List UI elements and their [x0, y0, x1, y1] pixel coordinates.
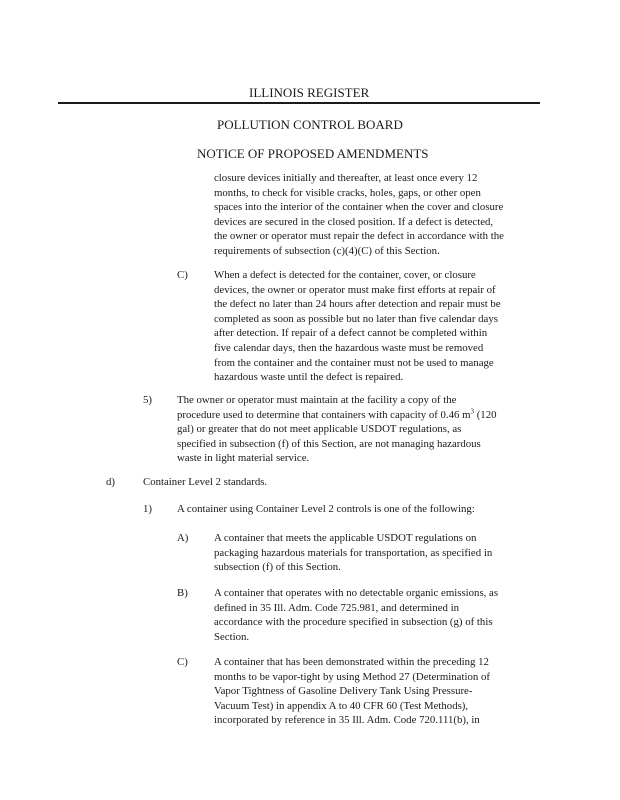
text-line: gal) or greater that do not meet applicable USDOT regulations, as — [177, 423, 462, 436]
text-line: devices, the owner or operator must make first efforts at repair of — [214, 283, 496, 296]
text-line: the defect no later than 24 hours after detection and repair must be — [214, 298, 501, 311]
text-line: incorporated by reference in 35 Ill. Adm. Code 720.111(b), in — [214, 714, 480, 727]
text-line: When a defect is detected for the container, cover, or closure — [214, 269, 476, 281]
text-line: defined in 35 Ill. Adm. Code 725.981, and determined in — [214, 601, 459, 614]
text-line: after detection. If repair of a defect cannot be completed within — [214, 327, 488, 340]
text-line: from the container and the container must not be used to manage — [214, 356, 494, 369]
text-line: accordance with the procedure specified in subsection (g) of this — [214, 616, 493, 629]
item-c5-marker: 5) — [143, 394, 152, 406]
text-line: A container that has been demonstrated within the preceding 12 — [214, 656, 489, 668]
continuation-paragraph — [214, 171, 504, 259]
text-line: hazardous waste until the defect is repaired. — [214, 371, 404, 384]
register-title: ILLINOIS REGISTER — [249, 85, 370, 100]
item-d1-text: A container using Container Level 2 controls is one of the following: — [177, 503, 475, 515]
item-c4C-paragraph — [214, 268, 501, 385]
item-c5-paragraph — [177, 393, 497, 466]
item-d1-marker: 1) — [143, 503, 152, 515]
text-line: waste in light material service. — [177, 452, 310, 465]
text-line: Vapor Tightness of Gasoline Delivery Tank Using Pressure- — [214, 685, 473, 698]
text-line: The owner or operator must maintain at the facility a copy of the — [177, 394, 457, 406]
text-line: requirements of subsection (c)(4)(C) of this Section. — [214, 244, 440, 257]
text-line: months to be vapor-tight by using Method 27 (Determination of — [214, 670, 490, 683]
board-title: POLLUTION CONTROL BOARD — [217, 117, 403, 132]
text-line — [177, 408, 497, 423]
text-line: spaces into the interior of the container when the cover and closure — [214, 201, 504, 214]
item-c4C-marker: C) — [177, 269, 188, 281]
text-line: Vacuum Test) in appendix A to 40 CFR 60 (Test Methods), — [214, 699, 469, 712]
item-d1C-marker: C) — [177, 656, 188, 668]
header-rule — [58, 102, 540, 104]
text-line: devices are secured in the closed position. If a defect is detected, — [214, 215, 494, 228]
item-d1A-paragraph — [214, 531, 492, 575]
text-line: A container that meets the applicable USDOT regulations on — [214, 532, 477, 544]
text-line: packaging hazardous materials for transportation, as specified in — [214, 546, 493, 559]
text-line: subsection (f) of this Section. — [214, 561, 341, 574]
text-line: the owner or operator must repair the defect in accordance with the — [214, 230, 504, 243]
text-line: A container that operates with no detectable organic emissions, as — [214, 587, 499, 599]
item-d1C-paragraph — [214, 655, 490, 728]
item-d1A-marker: A) — [177, 532, 189, 544]
superscript: 3 — [470, 407, 475, 415]
text-line: Section. — [214, 630, 250, 643]
text-line: five calendar days, then the hazardous waste must be removed — [214, 341, 484, 354]
item-d1B-marker: B) — [177, 587, 188, 599]
item-d-heading: Container Level 2 standards. — [143, 476, 268, 488]
text-line: completed as soon as possible but no later than five calendar days — [214, 312, 498, 325]
text-fragment: procedure used to determine that containers with capacity of 0.46 m — [177, 408, 471, 421]
item-d-marker: d) — [106, 476, 115, 488]
text-line: months, to check for visible cracks, holes, gaps, or other open — [214, 186, 481, 199]
text-line: closure devices initially and thereafter, at least once every 12 — [214, 172, 478, 184]
text-line: specified in subsection (f) of this Section, are not managing hazardous — [177, 437, 481, 450]
notice-title: NOTICE OF PROPOSED AMENDMENTS — [197, 146, 429, 161]
item-d1B-paragraph — [214, 586, 498, 644]
text-fragment: (120 — [474, 408, 497, 421]
